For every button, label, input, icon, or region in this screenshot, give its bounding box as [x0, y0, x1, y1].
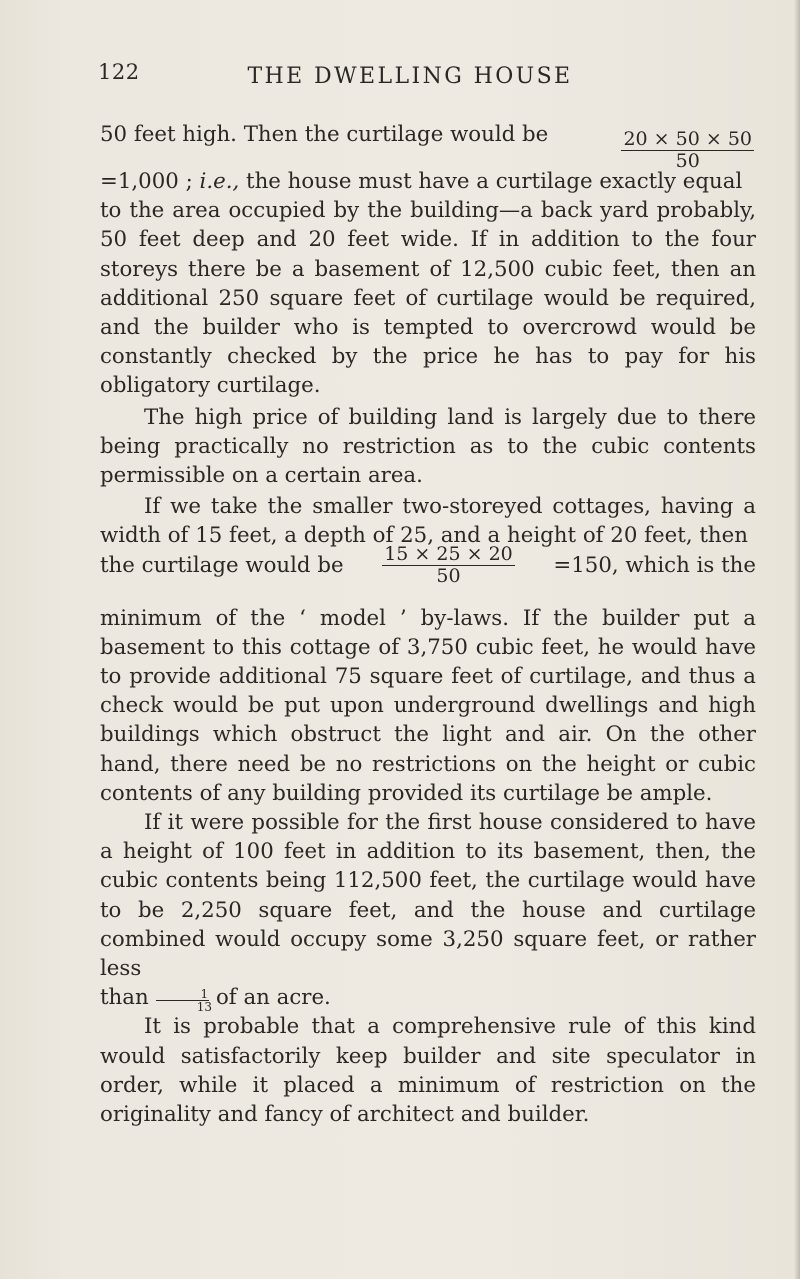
fraction-numerator: 15 × 25 × 20	[384, 542, 513, 565]
page-edge-shadow	[794, 0, 800, 1279]
paragraph-1	[100, 120, 756, 401]
fraction-one-thirteenth	[153, 988, 212, 1014]
ie-abbrev: i.e.,	[199, 169, 240, 194]
paragraph-1-line-1	[100, 120, 756, 172]
paragraph-3-fraction-line	[100, 542, 756, 592]
page-number: 122	[98, 60, 140, 84]
paragraph-4	[100, 808, 756, 1015]
paragraph-4-text: If it were possible for the first house considered to have a height of 100 feet in addition to its basement, then, the cubic contents being 112,500 feet, the curtilage would have to be 2,250 square feet, and the house and curtilage combined would occupy some 3,250 square feet, or rather less	[100, 810, 756, 982]
fraction-numerator: 20 × 50 × 50	[623, 128, 752, 150]
fraction-line-tail: =150, which is the	[553, 552, 756, 578]
paragraph-1-line-2	[100, 167, 756, 196]
paragraph-4-tail: of an acre.	[215, 985, 331, 1011]
fraction-numerator: 1	[156, 988, 210, 1002]
fraction-line-wrapper	[100, 542, 756, 592]
fraction-curtilage-cottage	[382, 542, 515, 587]
running-title: THE DWELLING HOUSE	[247, 64, 573, 89]
paragraph-1-rest: to the area occupied by the building—a back yard probably, 50 feet deep and 20 feet wide. If in addition to the four storeys there be a basement of 12,500 cubic feet, then an additional 250 square feet of curtilage would be required, and the builder who is tempted to overcrowd would be constantly checked by the price he has to pay for his obligatory curtilage.	[100, 198, 756, 399]
paragraph-2: The high price of building land is largely due to there being practically no restriction as to the cubic contents permissible on a certain area.	[100, 404, 756, 489]
paragraph-1-lead: 50 feet high. Then the curtilage would be	[100, 122, 549, 147]
equals-1000: =1,000 ;	[100, 169, 200, 194]
paragraph-5: It is probable that a comprehensive rule of this kind would satisfactorily keep builder and site speculator in order, while it placed a minimum of restriction on the originality and fancy of architect and builder.	[100, 1014, 756, 1128]
fraction-denominator: 50	[675, 150, 700, 172]
paragraph-3-rest: minimum of the ‘ model ’ by-laws. If the builder put a basement to this cottage of 3,750 cubic feet, he would have to provide additional 75 square feet of curtilage, and thus a check would be put upon underground dwellings and high buildings which obstruct the light and air. On the other hand, there need be no restrictions on the height or cubic contents of any building provided its curtilage be ample.	[100, 605, 756, 806]
paragraph-3-start: If we take the smaller two-storeyed cottages, having a width of 15 feet, a depth of 25, and a height of 20 feet, then	[100, 494, 756, 549]
than-word: than	[100, 985, 149, 1011]
paragraph-1-line-2-rest: the house must have a curtilage exactly equal	[239, 169, 743, 194]
fraction-curtilage-large-house	[621, 130, 754, 171]
fraction-denominator: 13	[196, 1000, 212, 1015]
fraction-line-lead: the curtilage would be	[100, 552, 344, 578]
fraction-denominator: 50	[436, 564, 461, 587]
body-text	[100, 120, 756, 1129]
